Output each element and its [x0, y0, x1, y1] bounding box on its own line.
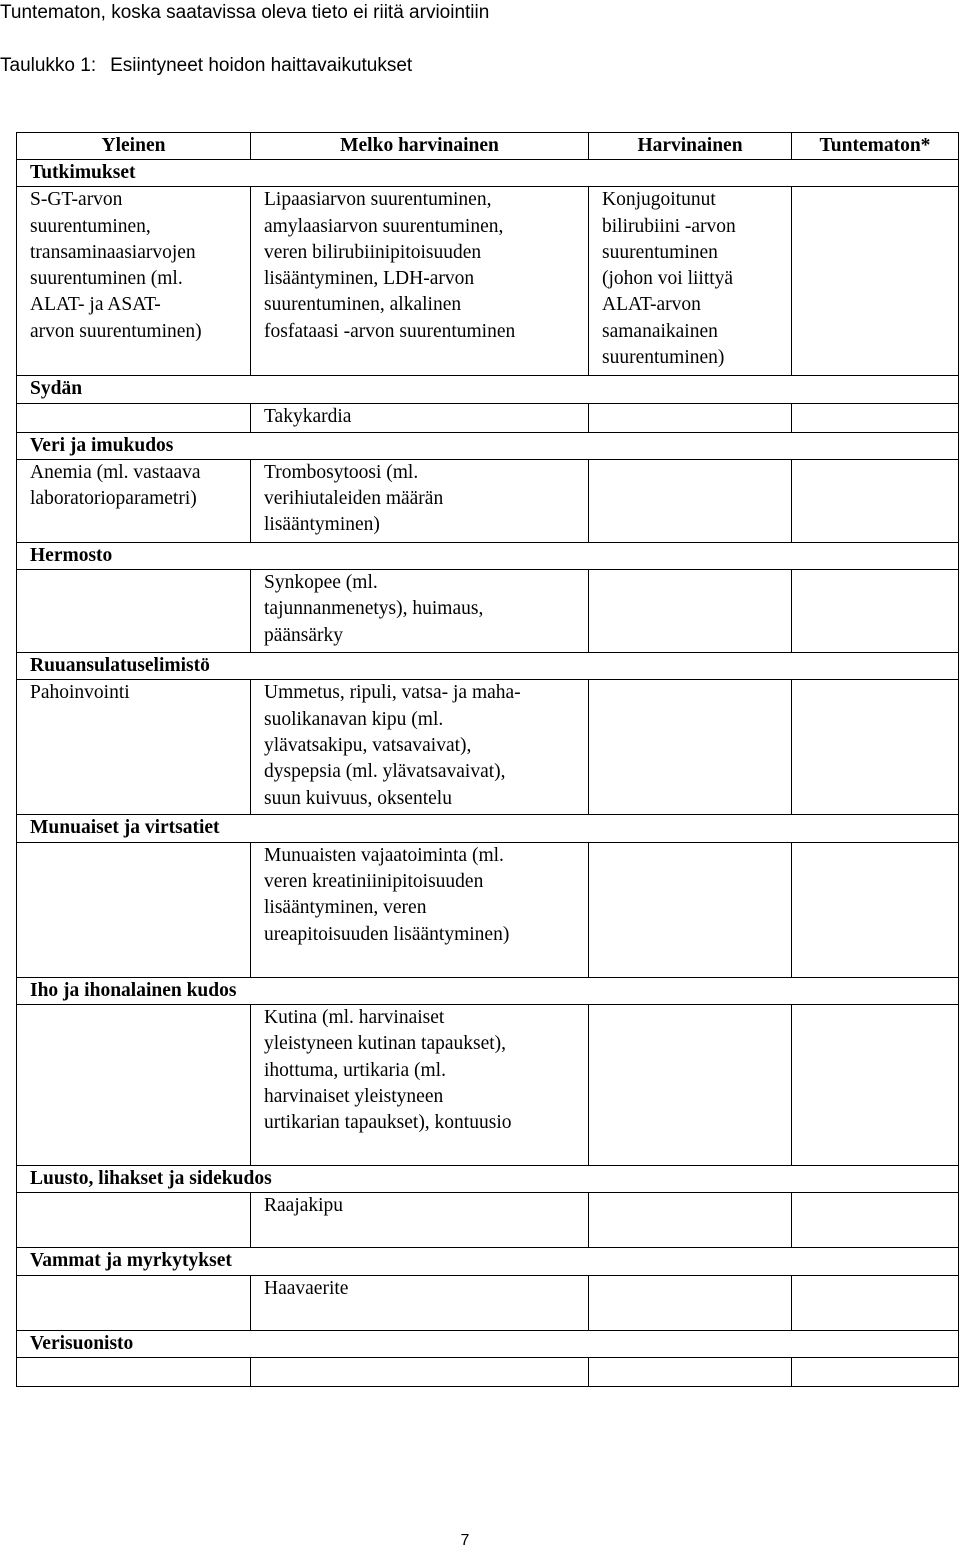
table-cell	[792, 1357, 959, 1386]
table-cell	[17, 187, 251, 376]
cell-text: Ummetus, ripuli, vatsa- ja maha- suolikanavan kipu (ml. ylävatsakipu, vatsavaivat), dyspepsia (ml. ylävatsavaivat), suun kuivuus, oksentelu	[264, 682, 521, 809]
table-cell	[792, 459, 959, 542]
cell-text: Raajakipu	[264, 1195, 344, 1217]
table-cell	[792, 187, 959, 376]
table-cell	[589, 1193, 792, 1248]
table-row	[17, 570, 959, 653]
cell-text: Anemia (ml. vastaava laboratorioparametri)	[30, 461, 201, 510]
section-row	[17, 653, 959, 680]
table-cell	[251, 1005, 589, 1166]
table-cell	[792, 403, 959, 432]
table-cell	[17, 1193, 251, 1248]
header-cell: Melko harvinainen	[251, 133, 589, 160]
table-cell	[17, 570, 251, 653]
section-title: Vammat ja myrkytykset	[17, 1248, 959, 1275]
table-cell	[17, 403, 251, 432]
table-row	[17, 1005, 959, 1166]
adverse-effects-table	[16, 132, 959, 1387]
table-cell	[251, 1275, 589, 1330]
table-cell	[251, 570, 589, 653]
cell-text: Synkopee (ml. tajunnanmenetys), huimaus, päänsärky	[264, 572, 484, 646]
table-cell	[589, 680, 792, 815]
table-cell	[792, 842, 959, 977]
table-cell	[792, 1005, 959, 1166]
table-cell	[589, 842, 792, 977]
table-row	[17, 1193, 959, 1248]
section-title: Iho ja ihonalainen kudos	[17, 977, 959, 1004]
page-number: 7	[460, 1532, 470, 1549]
table-row	[17, 403, 959, 432]
table-cell	[589, 1005, 792, 1166]
footnote-text: Tuntematon, koska saatavissa oleva tieto ei riitä arviointiin	[0, 2, 490, 23]
header-cell: Yleinen	[17, 133, 251, 160]
table-cell	[251, 403, 589, 432]
section-row	[17, 432, 959, 459]
section-row	[17, 977, 959, 1004]
table-cell	[589, 459, 792, 542]
table-cell	[251, 1357, 589, 1386]
table-cell	[17, 842, 251, 977]
table-cell	[17, 459, 251, 542]
cell-text: Konjugoitunut bilirubiini -arvon suurentuminen (johon voi liittyä ALAT-arvon samanaikainen suurentuminen)	[602, 189, 736, 369]
table-cell	[589, 187, 792, 376]
header-cell: Tuntematon*	[792, 133, 959, 160]
cell-text: Pahoinvointi	[30, 682, 130, 704]
table-cell	[792, 680, 959, 815]
table-caption	[0, 55, 412, 77]
table-row	[17, 680, 959, 815]
section-title: Tutkimukset	[17, 160, 959, 187]
table-cell	[589, 1357, 792, 1386]
table-body	[17, 160, 959, 1387]
section-row	[17, 1248, 959, 1275]
section-title: Veri ja imukudos	[17, 432, 959, 459]
cell-text: Haavaerite	[264, 1277, 349, 1299]
cell-text: Takykardia	[264, 405, 352, 427]
table-cell	[251, 1193, 589, 1248]
section-title: Hermosto	[17, 542, 959, 569]
table-caption-label: Taulukko 1:	[0, 55, 97, 76]
header-cell: Harvinainen	[589, 133, 792, 160]
table-cell	[589, 403, 792, 432]
section-row	[17, 815, 959, 842]
table-cell	[17, 1005, 251, 1166]
section-row	[17, 1330, 959, 1357]
cell-text: Kutina (ml. harvinaiset yleistyneen kutinan tapaukset), ihottuma, urtikaria (ml. harvinaiset yleistyneen urtikarian tapaukset), kontuusio	[264, 1007, 512, 1134]
section-row	[17, 1166, 959, 1193]
cell-text: S-GT-arvon suurentuminen, transaminaasiarvojen suurentuminen (ml. ALAT- ja ASAT- arvon suurentuminen)	[30, 189, 202, 342]
table-cell	[792, 1275, 959, 1330]
table-cell	[792, 570, 959, 653]
table-cell	[17, 1357, 251, 1386]
table-cell	[251, 842, 589, 977]
section-row	[17, 160, 959, 187]
table-cell	[792, 1193, 959, 1248]
section-title: Luusto, lihakset ja sidekudos	[17, 1166, 959, 1193]
table-caption-title: Esiintyneet hoidon haittavaikutukset	[110, 55, 413, 76]
table-row	[17, 842, 959, 977]
table-cell	[251, 459, 589, 542]
table-cell	[17, 1275, 251, 1330]
table-row	[17, 459, 959, 542]
section-title: Verisuonisto	[17, 1330, 959, 1357]
table-cell	[589, 1275, 792, 1330]
section-title: Sydän	[17, 376, 959, 403]
section-title: Munuaiset ja virtsatiet	[17, 815, 959, 842]
table-row	[17, 1275, 959, 1330]
section-row	[17, 542, 959, 569]
table-cell	[251, 680, 589, 815]
table-row	[17, 187, 959, 376]
cell-text: Trombosytoosi (ml. verihiutaleiden määrän lisääntyminen)	[264, 461, 444, 536]
section-row	[17, 376, 959, 403]
table-header-row	[17, 133, 959, 160]
table-cell	[17, 680, 251, 815]
table-cell	[251, 187, 589, 376]
section-title: Ruuansulatuselimistö	[17, 653, 959, 680]
table-row	[17, 1357, 959, 1386]
cell-text: Munuaisten vajaatoiminta (ml. veren kreatiniinipitoisuuden lisääntyminen, veren ureapitoisuuden lisääntyminen)	[264, 844, 510, 945]
cell-text: Lipaasiarvon suurentuminen, amylaasiarvon suurentuminen, veren bilirubiinipitoisuuden lisääntyminen, LDH-arvon suurentuminen, alkalinen fosfataasi -arvon suurentuminen	[264, 189, 516, 342]
table-cell	[589, 570, 792, 653]
